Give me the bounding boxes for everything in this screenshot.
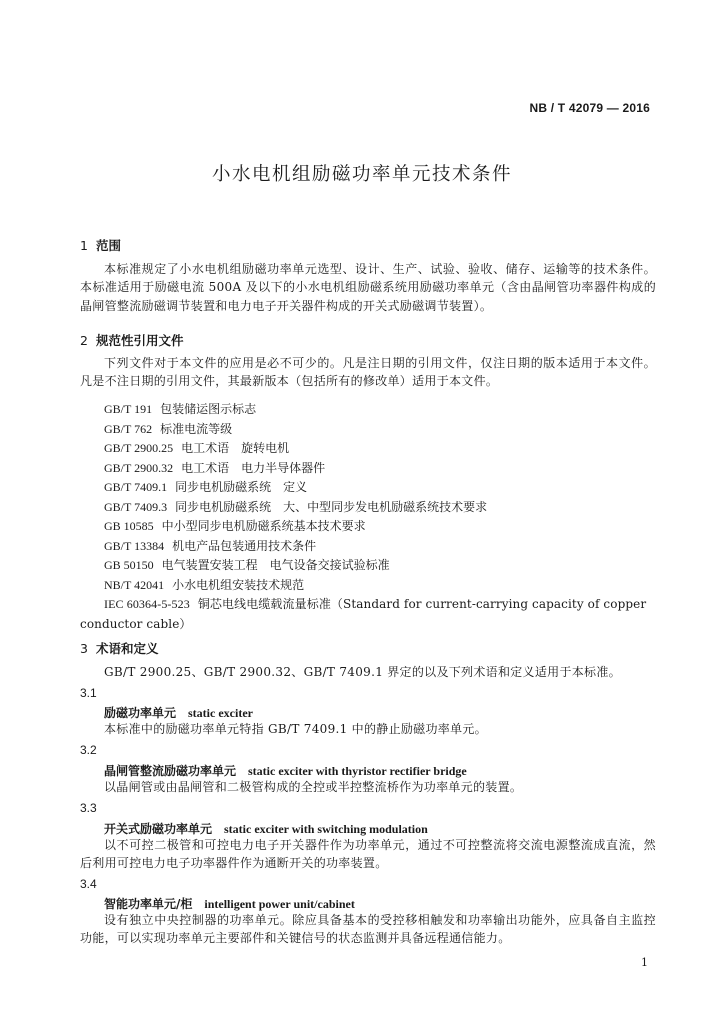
reference-title: 标准电流等级 — [160, 421, 233, 436]
reference-item — [80, 439, 656, 459]
reference-title: 包装储运图示标志 — [160, 402, 257, 416]
reference-item — [80, 576, 656, 596]
references-intro-paragraph: 下列文件对于本文件的应用是必不可少的。凡是注日期的引用文件，仅注日期的版本适用于本文件。凡是不注日期的引用文件，其最新版本（包括所有的修改单）适用于本文件。 — [80, 356, 656, 389]
section-heading-terms — [80, 639, 159, 657]
term-name-cn: 励磁功率单元 — [104, 706, 177, 720]
term-definition: 以不可控二极管和可控电力电子开关器件作为功率单元，通过不可控整流将交流电源整流成直流，然后利用可控电力电子功率器件作为通断开关的功率装置。 — [80, 838, 656, 871]
reference-code: NB/T 42041 — [104, 577, 165, 592]
reference-title: 电气装置安装工程 电气设备交接试验标准 — [161, 558, 390, 572]
section-title: 规范性引用文件 — [96, 333, 184, 348]
term-name-en: intelligent power unit/cabinet — [204, 897, 355, 911]
term-name-en: static exciter with thyristor rectifier bridge — [248, 764, 467, 778]
reference-code: GB/T 7409.3 — [104, 499, 168, 514]
reference-title: 铜芯电线电缆载流量标准（Standard for current-carrying capacity of copper conductor cable） — [80, 597, 647, 631]
reference-item — [80, 556, 656, 576]
reference-title: 电工术语 旋转电机 — [181, 441, 290, 455]
reference-item — [80, 459, 656, 479]
term-name-en: static exciter — [188, 706, 253, 720]
reference-item — [80, 517, 656, 537]
reference-list — [80, 400, 656, 634]
term-name-cn: 晶闸管整流励磁功率单元 — [104, 764, 237, 778]
reference-title: 电工术语 电力半导体器件 — [181, 460, 326, 475]
term-name — [104, 762, 467, 779]
page-number: 1 — [641, 956, 648, 969]
term-name — [104, 704, 253, 721]
section-heading-scope — [80, 236, 121, 254]
reference-title: 机电产品包装通用技术条件 — [172, 538, 317, 553]
reference-title: 中小型同步电机励磁系统基本技术要求 — [161, 519, 366, 533]
term-name — [104, 895, 355, 912]
term-definition: 以晶闸管或由晶闸管和二极管构成的全控或半控整流桥作为功率单元的装置。 — [104, 780, 523, 794]
reference-item — [80, 478, 656, 498]
standard-code: NB / T 42079 — 2016 — [529, 101, 650, 115]
term-definition: 本标准中的励磁功率单元特指 GB/T 7409.1 中的静止励磁功率单元。 — [104, 722, 487, 736]
reference-code: GB/T 7409.1 — [104, 480, 168, 494]
reference-item — [80, 537, 656, 557]
term-definition: 设有独立中央控制器的功率单元。除应具备基本的受控移相触发和功率输出功能外，应具备自主监控功能，可以实现功率单元主要部件和关键信号的状态监测并具备远程通信能力。 — [80, 913, 656, 946]
reference-code: GB/T 191 — [104, 402, 153, 416]
term-name — [104, 820, 428, 837]
reference-title: 同步电机励磁系统 大、中型同步发电机励磁系统技术要求 — [175, 499, 488, 514]
term-name-en: static exciter with switching modulation — [224, 822, 428, 836]
term-name-cn: 开关式励磁功率单元 — [104, 822, 213, 836]
reference-title: 小水电机组安装技术规范 — [172, 577, 305, 592]
reference-code: GB 10585 — [104, 519, 154, 533]
scope-paragraph: 本标准规定了小水电机组励磁功率单元选型、设计、生产、试验、验收、储存、运输等的技术条件。本标准适用于励磁电流 500A 及以下的小水电机组励磁系统用励磁功率单元（含由晶闸管功率器件构成的晶闸管整流励磁调节装置和电力电子开关器件构成的开关式励磁调节装置）。 — [80, 262, 656, 313]
reference-item — [80, 420, 656, 440]
reference-code: GB/T 2900.32 — [104, 460, 174, 475]
document-title: 小水电机组励磁功率单元技术条件 — [211, 164, 512, 185]
section-title: 范围 — [96, 238, 122, 253]
section-number: 2 — [80, 333, 88, 348]
reference-item — [80, 498, 656, 518]
reference-code: IEC 60364-5-523 — [104, 597, 190, 611]
term-number: 3.2 — [80, 743, 97, 757]
term-name-cn: 智能功率单元/柜 — [104, 897, 193, 911]
terms-intro-paragraph: GB/T 2900.25、GB/T 2900.32、GB/T 7409.1 界定的以及下列术语和定义适用于本标准。 — [104, 665, 621, 679]
term-number: 3.3 — [80, 801, 97, 815]
section-title: 术语和定义 — [96, 641, 159, 656]
section-number: 3 — [80, 641, 88, 656]
reference-code: GB 50150 — [104, 558, 154, 572]
term-number: 3.4 — [80, 877, 97, 891]
reference-item — [80, 595, 656, 634]
section-number: 1 — [80, 238, 88, 253]
reference-code: GB/T 2900.25 — [104, 441, 174, 455]
reference-title: 同步电机励磁系统 定义 — [175, 480, 308, 494]
reference-item — [80, 400, 656, 420]
term-number: 3.1 — [80, 686, 97, 700]
section-heading-references — [80, 331, 184, 349]
reference-code: GB/T 13384 — [104, 538, 165, 553]
reference-code: GB/T 762 — [104, 421, 153, 436]
